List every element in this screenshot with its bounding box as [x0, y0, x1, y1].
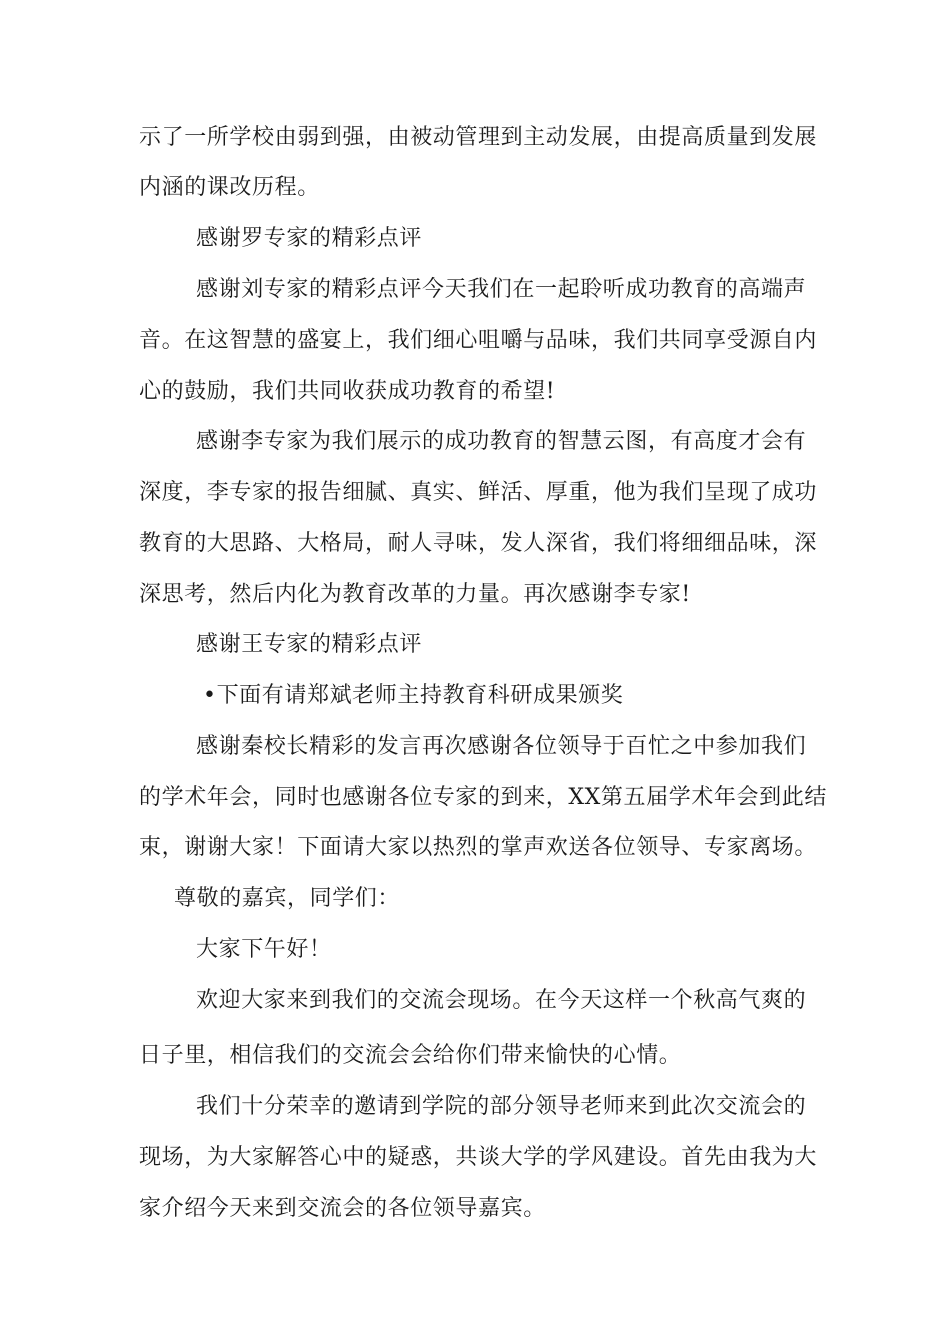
text-line: 感谢刘专家的精彩点评今天我们在一起聆听成功教育的高端声	[196, 277, 807, 302]
text-line: 的学术年会，同时也感谢各位专家的到来，XX第五届学术年会到此结	[139, 785, 827, 810]
text-line: 我们十分荣幸的邀请到学院的部分领导老师来到此次交流会的	[196, 1094, 807, 1119]
salutation-line: 尊敬的嘉宾，同学们：	[174, 886, 401, 911]
text-line: 欢迎大家来到我们的交流会现场。在今天这样一个秋高气爽的	[196, 988, 807, 1013]
text-line: 深思考，然后内化为教育改革的力量。再次感谢李专家!	[139, 582, 691, 607]
bullet-line: •下面有请郑斌老师主持教育科研成果颁奖	[203, 683, 624, 708]
text-line: 家介绍今天来到交流会的各位领导嘉宾。	[139, 1196, 546, 1221]
text-line: 教育的大思路、大格局，耐人寻味，发人深省，我们将细细品味，深	[139, 531, 818, 556]
greeting-line: 大家下午好！	[196, 937, 332, 962]
text-line: 音。在这智慧的盛宴上，我们细心咀嚼与品味，我们共同享受源自内	[139, 328, 818, 353]
text-line: 束，谢谢大家！下面请大家以热烈的掌声欢送各位领导、专家离场。	[139, 835, 818, 860]
text-line: 示了一所学校由弱到强，由被动管理到主动发展，由提高质量到发展	[139, 125, 818, 150]
text-line: 内涵的课改历程。	[139, 175, 320, 200]
text-line: 感谢罗专家的精彩点评	[196, 226, 423, 251]
text-line: 心的鼓励，我们共同收获成功教育的希望!	[139, 379, 556, 404]
text-line: 深度，李专家的报告细腻、真实、鲜活、厚重，他为我们呈现了成功	[139, 480, 818, 505]
text-line: 现场，为大家解答心中的疑惑，共谈大学的学风建设。首先由我为大	[139, 1145, 818, 1170]
text-line: 感谢王专家的精彩点评	[196, 632, 423, 657]
text-line: 感谢秦校长精彩的发言再次感谢各位领导于百忙之中参加我们	[196, 734, 807, 759]
text-line: 日子里，相信我们的交流会会给你们带来愉快的心情。	[139, 1043, 682, 1068]
text-line: 感谢李专家为我们展示的成功教育的智慧云图，有高度才会有	[196, 429, 807, 454]
